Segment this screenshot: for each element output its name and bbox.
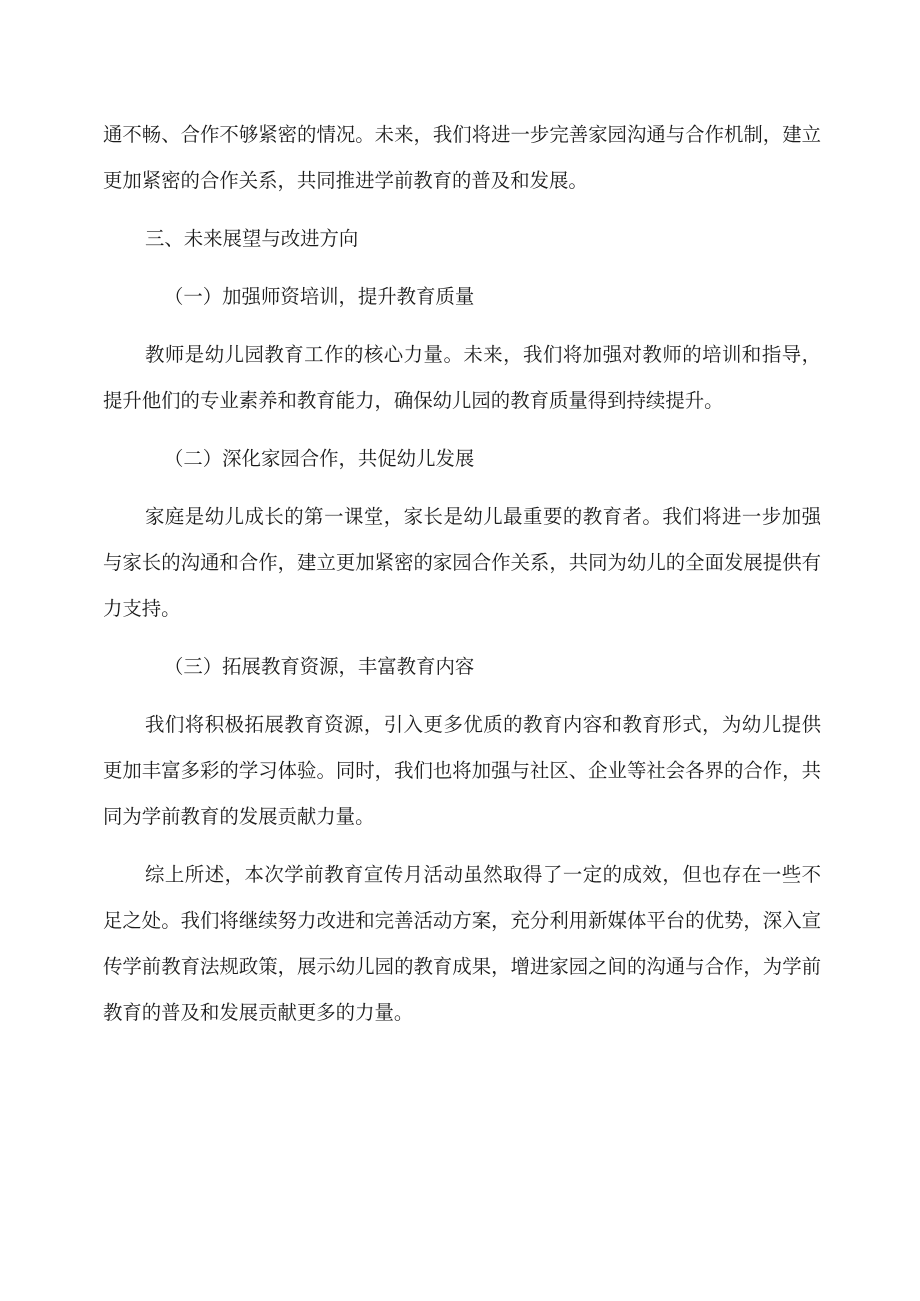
- paragraph-continuation: 通不畅、合作不够紧密的情况。未来，我们将进一步完善家园沟通与合作机制，建立更加紧密的合作关系，共同推进学前教育的普及和发展。: [103, 123, 821, 192]
- section-heading-future-outlook: 三、未来展望与改进方向: [145, 227, 359, 250]
- paragraph-home-school-cooperation: 家庭是幼儿成长的第一课堂，家长是幼儿最重要的教育者。我们将进一步加强与家长的沟通和合作，建立更加紧密的家园合作关系，共同为幼儿的全面发展提供有力支持。: [103, 505, 821, 620]
- paragraph-teacher-training: 教师是幼儿园教育工作的核心力量。未来，我们将加强对教师的培训和指导，提升他们的专业素养和教育能力，确保幼儿园的教育质量得到持续提升。: [103, 343, 821, 412]
- subheading-teacher-training: （一）加强师资培训，提升教育质量: [164, 285, 475, 308]
- paragraph-education-resources: 我们将积极拓展教育资源，引入更多优质的教育内容和教育形式，为幼儿提供更加丰富多彩的学习体验。同时，我们也将加强与社区、企业等社会各界的合作，共同为学前教育的发展贡献力量。: [103, 713, 821, 828]
- paragraph-conclusion: 综上所述，本次学前教育宣传月活动虽然取得了一定的成效，但也存在一些不足之处。我们将继续努力改进和完善活动方案，充分利用新媒体平台的优势，深入宣传学前教育法规政策，展示幼儿园的教育成果，增进家园之间的沟通与合作，为学前教育的普及和发展贡献更多的力量。: [103, 863, 821, 1024]
- document-body: [103, 112, 821, 1048]
- subheading-education-resources: （三）拓展教育资源，丰富教育内容: [164, 655, 475, 678]
- subheading-home-school-cooperation: （二）深化家园合作，共促幼儿发展: [164, 447, 475, 470]
